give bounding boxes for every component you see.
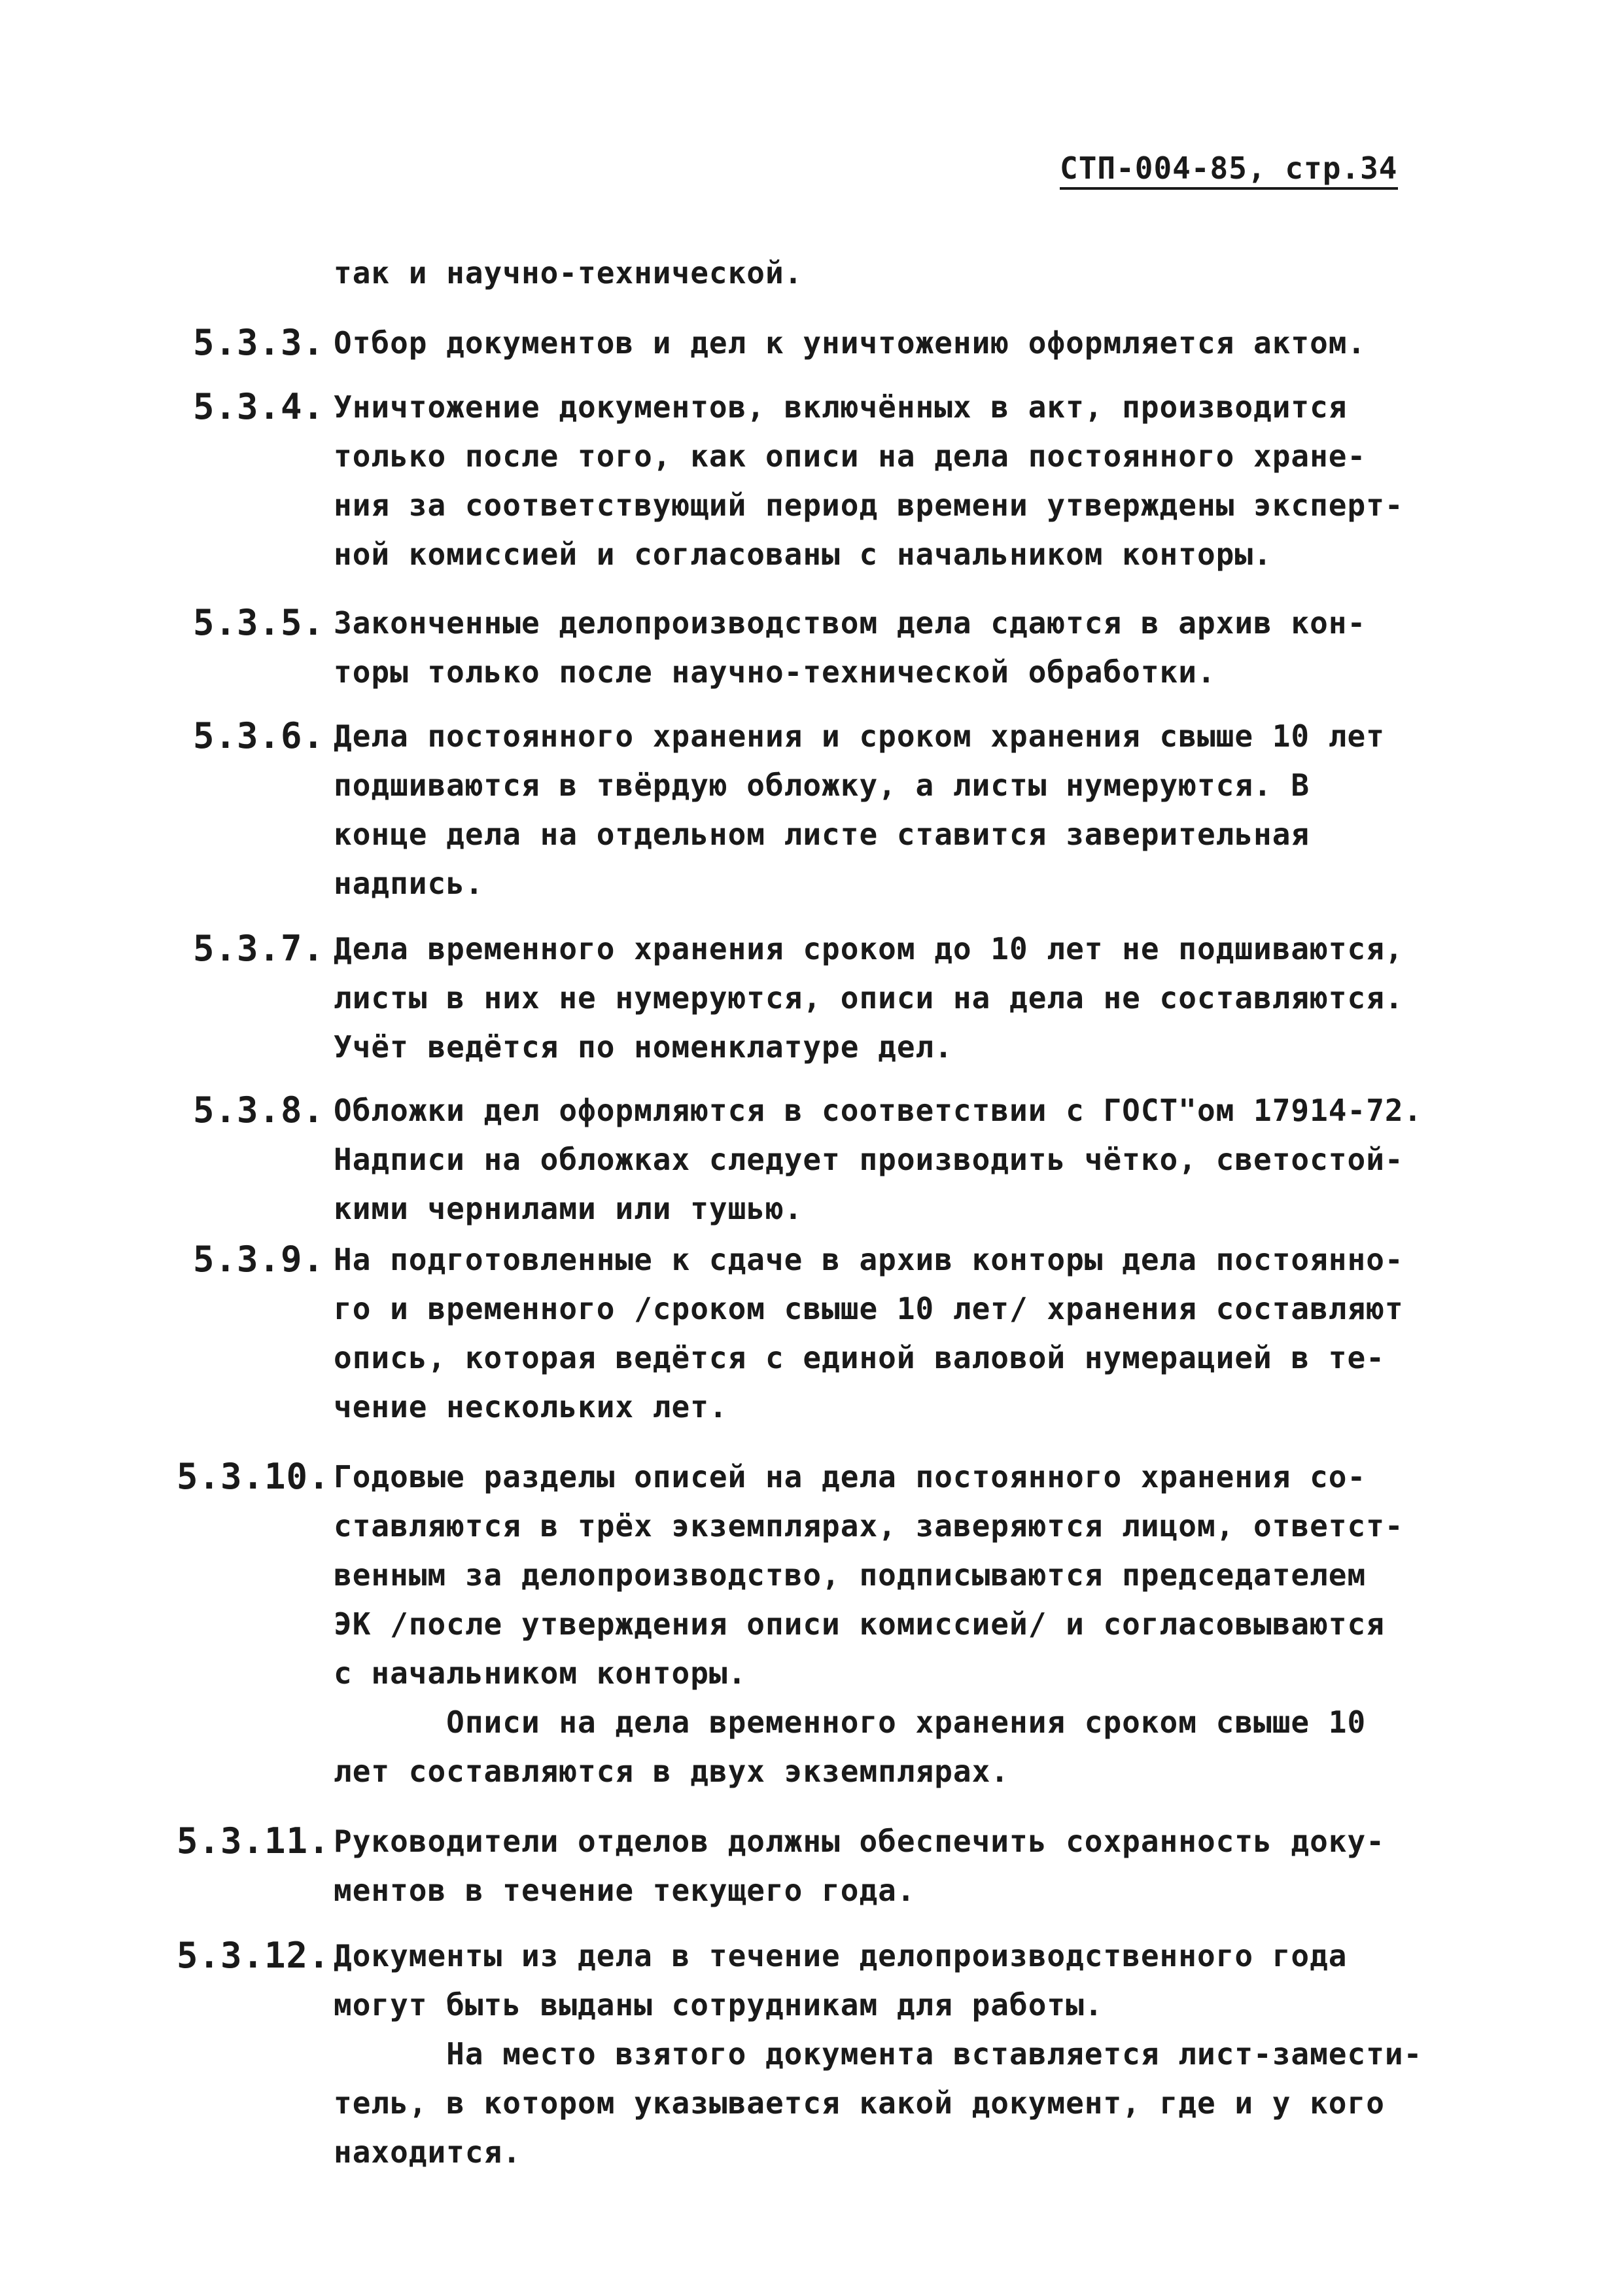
clause-number: 5.3.9. xyxy=(193,1239,325,1280)
clause-text-line: опись, которая ведётся с единой валовой нумерацией в те- xyxy=(334,1340,1385,1375)
clause-text-line: чение нескольких лет. xyxy=(334,1389,728,1424)
clause-text-line: лет составляются в двух экземплярах. xyxy=(334,1754,1009,1789)
clause-text-line: надпись. xyxy=(334,866,484,901)
clause-text-line: Отбор документов и дел к уничтожению оформляется актом. xyxy=(334,325,1367,361)
clause-number: 5.3.7. xyxy=(193,928,325,969)
clause-text-line: Руководители отделов должны обеспечить сохранность доку- xyxy=(334,1824,1385,1859)
clause-text-line: ставляются в трёх экземплярах, заверяются лицом, ответст- xyxy=(334,1508,1404,1544)
clause-text-line: тель, в котором указывается какой документ, где и у кого xyxy=(334,2085,1385,2121)
clause-text-line: Законченные делопроизводством дела сдаются в архив кон- xyxy=(334,605,1367,641)
clause-number: 5.3.4. xyxy=(193,386,325,427)
clause-text-line: Обложки дел оформляются в соответствии с ГОСТ"ом 17914-72. xyxy=(334,1093,1423,1128)
clause-text-line: ментов в течение текущего года. xyxy=(334,1873,916,1908)
clause-text-line: листы в них не нумеруются, описи на дела не составляются. xyxy=(334,980,1404,1016)
clause-number: 5.3.5. xyxy=(193,602,325,643)
clause-text-line: венным за делопроизводство, подписываются председателем xyxy=(334,1557,1367,1593)
clause-text-line: ЭК /после утверждения описи комиссией/ и согласовываются xyxy=(334,1606,1385,1642)
clause-number: 5.3.3. xyxy=(193,322,325,363)
clause-number: 5.3.10. xyxy=(177,1456,330,1497)
continuation-line: так и научно-технической. xyxy=(334,255,803,291)
clause-number: 5.3.11. xyxy=(177,1820,330,1862)
clause-text-line: торы только после научно-технической обработки. xyxy=(334,654,1216,690)
clause-number: 5.3.8. xyxy=(193,1089,325,1131)
clause-text-line: Надписи на обложках следует производить чётко, светостой- xyxy=(334,1142,1404,1177)
clause-text-line: Дела временного хранения сроком до 10 лет не подшиваются, xyxy=(334,931,1404,966)
clause-number: 5.3.6. xyxy=(193,715,325,756)
clause-text-line: Годовые разделы описей на дела постоянного хранения со- xyxy=(334,1459,1367,1494)
clause-text-line: подшиваются в твёрдую обложку, а листы нумеруются. В xyxy=(334,768,1310,803)
clause-text-line: кими чернилами или тушью. xyxy=(334,1191,803,1226)
clause-text-line: Дела постоянного хранения и сроком хранения свыше 10 лет xyxy=(334,718,1385,754)
clause-text-line: с начальником конторы. xyxy=(334,1655,747,1691)
clause-text-line: го и временного /сроком свыше 10 лет/ хранения составляют xyxy=(334,1291,1404,1326)
clause-text-line: На подготовленные к сдаче в архив конторы дела постоянно- xyxy=(334,1242,1404,1277)
clause-text-line: конце дела на отдельном листе ставится заверительная xyxy=(334,817,1310,852)
clause-text-line: Учёт ведётся по номенклатуре дел. xyxy=(334,1029,953,1065)
clause-number: 5.3.12. xyxy=(177,1935,330,1976)
clause-text-line: Уничтожение документов, включённых в акт, производится xyxy=(334,389,1348,425)
clause-text-line: ния за соответствующий период времени утверждены эксперт- xyxy=(334,487,1404,523)
clause-text-line: ной комиссией и согласованы с начальником конторы. xyxy=(334,537,1272,572)
clause-text-line: На место взятого документа вставляется лист-замести- xyxy=(334,2036,1423,2072)
clause-text-line: только после того, как описи на дела постоянного хране- xyxy=(334,438,1367,474)
clause-text-line: Документы из дела в течение делопроизводственного года xyxy=(334,1938,1348,1973)
clause-text-line: могут быть выданы сотрудникам для работы. xyxy=(334,1987,1104,2022)
clause-text-line: Описи на дела временного хранения сроком свыше 10 xyxy=(334,1704,1367,1740)
clause-text-line: находится. xyxy=(334,2134,521,2170)
page-header-reference: СТП-004-85, стр.34 xyxy=(1060,150,1398,190)
